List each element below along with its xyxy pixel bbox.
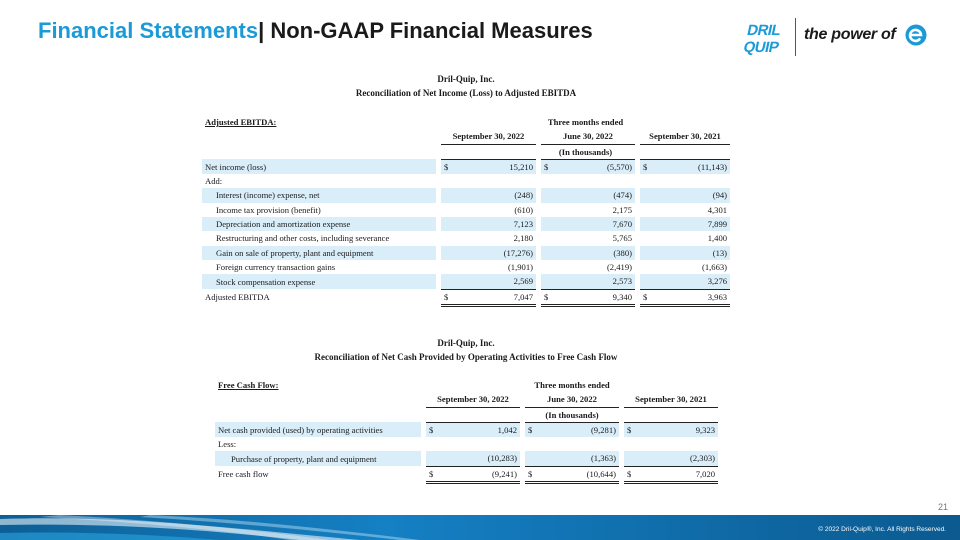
page-title [38, 18, 593, 44]
row-label: Less: [218, 439, 237, 450]
table-row [215, 451, 718, 466]
row-label: Depreciation and amortization expense [202, 217, 436, 231]
table-row [202, 246, 730, 260]
cell-value: (474) [555, 188, 635, 202]
cell-value: (1,901) [507, 261, 533, 272]
row-label: Restructuring and other costs, including severance [216, 233, 390, 244]
column-header: June 30, 2022 [541, 129, 635, 144]
table-row [215, 437, 718, 451]
cell-value: (94) [654, 188, 730, 202]
currency-symbol: $ [525, 466, 539, 482]
row-label: Foreign currency transaction gains [216, 261, 336, 272]
section-label: Free Cash Flow: [218, 380, 279, 390]
currency-symbol: $ [441, 159, 455, 174]
table-row [202, 231, 730, 245]
cell-value: 7,899 [654, 217, 730, 231]
table-row [202, 260, 730, 274]
units-label: (In thousands) [558, 146, 613, 157]
row-label: Net cash provided (used) by operating activities [215, 422, 421, 437]
cell-value: 7,123 [455, 217, 536, 231]
cell-value: (13) [654, 246, 730, 260]
row-label: Adjusted EBITDA [205, 292, 270, 303]
table-row [202, 274, 730, 289]
cell-value: (1,663) [701, 261, 728, 272]
cell-value: 7,670 [555, 217, 635, 231]
cell-value: (380) [555, 246, 635, 260]
cell-value: 2,175 [612, 204, 632, 215]
row-label: Net income (loss) [202, 159, 436, 174]
currency-symbol: $ [640, 159, 654, 174]
table-row [202, 174, 730, 188]
row-label: Income tax provision (benefit) [216, 204, 321, 215]
row-label: Gain on sale of property, plant and equipment [202, 246, 436, 260]
table-row-total [202, 289, 730, 305]
table2-subtitle: Reconciliation of Net Cash Provided by Operating Activities to Free Cash Flow [314, 352, 618, 362]
table-row-total [215, 466, 718, 482]
cell-value: 4,301 [707, 204, 728, 215]
column-header: September 30, 2021 [624, 392, 718, 407]
cell-value: 5,765 [612, 233, 632, 244]
table1-company: Dril-Quip, Inc. [437, 74, 495, 84]
cell-value: 15,210 [455, 159, 536, 174]
cell-value: 7,047 [455, 289, 536, 305]
table1-subtitle: Reconciliation of Net Income (Loss) to Adjusted EBITDA [355, 88, 577, 98]
column-header: June 30, 2022 [525, 392, 619, 407]
row-label: Add: [205, 176, 223, 187]
period-header: Three months ended [547, 117, 624, 127]
cell-value: 2,180 [513, 233, 533, 244]
cell-value: (9,281) [539, 422, 619, 437]
title-subject: | Non-GAAP Financial Measures [258, 18, 593, 43]
cell-value: 1,400 [707, 233, 728, 244]
title-section: Financial Statements [38, 18, 259, 43]
footer-band [0, 515, 960, 540]
table-row [202, 188, 730, 202]
row-label: Free cash flow [218, 469, 269, 480]
cell-value: (9,241) [440, 466, 520, 482]
table-row [202, 217, 730, 231]
currency-symbol: $ [640, 289, 654, 305]
column-header: September 30, 2021 [640, 129, 730, 144]
table-row [202, 159, 730, 174]
table-row [202, 203, 730, 217]
column-header: September 30, 2022 [441, 129, 536, 144]
currency-symbol: $ [624, 422, 638, 437]
cell-value: 3,963 [654, 289, 730, 305]
cell-value: 9,340 [555, 289, 635, 305]
company-logo [740, 16, 930, 58]
svg-text:QUIP: QUIP [742, 39, 781, 56]
period-header: Three months ended [534, 380, 610, 390]
cell-value: (17,276) [455, 246, 536, 260]
units-label: (In thousands) [545, 409, 599, 420]
table2-company: Dril-Quip, Inc. [437, 338, 495, 348]
row-label: Stock compensation expense [202, 274, 436, 289]
table-row [215, 422, 718, 437]
e-swirl-icon [904, 23, 928, 47]
logo-tagline: the power of [804, 26, 896, 43]
svg-text:DRIL: DRIL [745, 22, 783, 39]
currency-symbol: $ [541, 159, 555, 174]
cell-value: (5,570) [555, 159, 635, 174]
cell-value: 1,042 [440, 422, 520, 437]
currency-symbol: $ [624, 466, 638, 482]
column-header: September 30, 2022 [426, 392, 520, 407]
logo-divider [795, 18, 796, 56]
copyright-text: © 2022 Dril-Quip®, Inc. All Rights Reserved. [818, 526, 946, 533]
page-number: 21 [937, 502, 948, 512]
cell-value: 9,323 [638, 422, 718, 437]
cell-value: (1,363) [539, 451, 619, 466]
cell-value: (248) [455, 188, 536, 202]
row-label: Purchase of property, plant and equipment [215, 451, 421, 466]
free-cash-flow-table [215, 378, 718, 484]
dril-quip-logo-icon [742, 18, 788, 56]
currency-symbol: $ [525, 422, 539, 437]
cell-value: 3,276 [654, 274, 730, 289]
cell-value: 2,569 [455, 274, 536, 289]
cell-value: (10,283) [440, 451, 520, 466]
row-label: Interest (income) expense, net [202, 188, 436, 202]
cell-value: (11,143) [654, 159, 730, 174]
adjusted-ebitda-table [202, 115, 730, 307]
currency-symbol: $ [426, 466, 440, 482]
currency-symbol: $ [426, 422, 440, 437]
cell-value: (2,303) [638, 451, 718, 466]
currency-symbol: $ [441, 289, 455, 305]
cell-value: 7,020 [638, 466, 718, 482]
cell-value: (10,644) [539, 466, 619, 482]
section-label: Adjusted EBITDA: [205, 117, 277, 127]
currency-symbol: $ [541, 289, 555, 305]
cell-value: 2,573 [555, 274, 635, 289]
wave-decoration-icon [0, 515, 960, 540]
cell-value: (610) [514, 204, 533, 215]
cell-value: (2,419) [606, 261, 632, 272]
